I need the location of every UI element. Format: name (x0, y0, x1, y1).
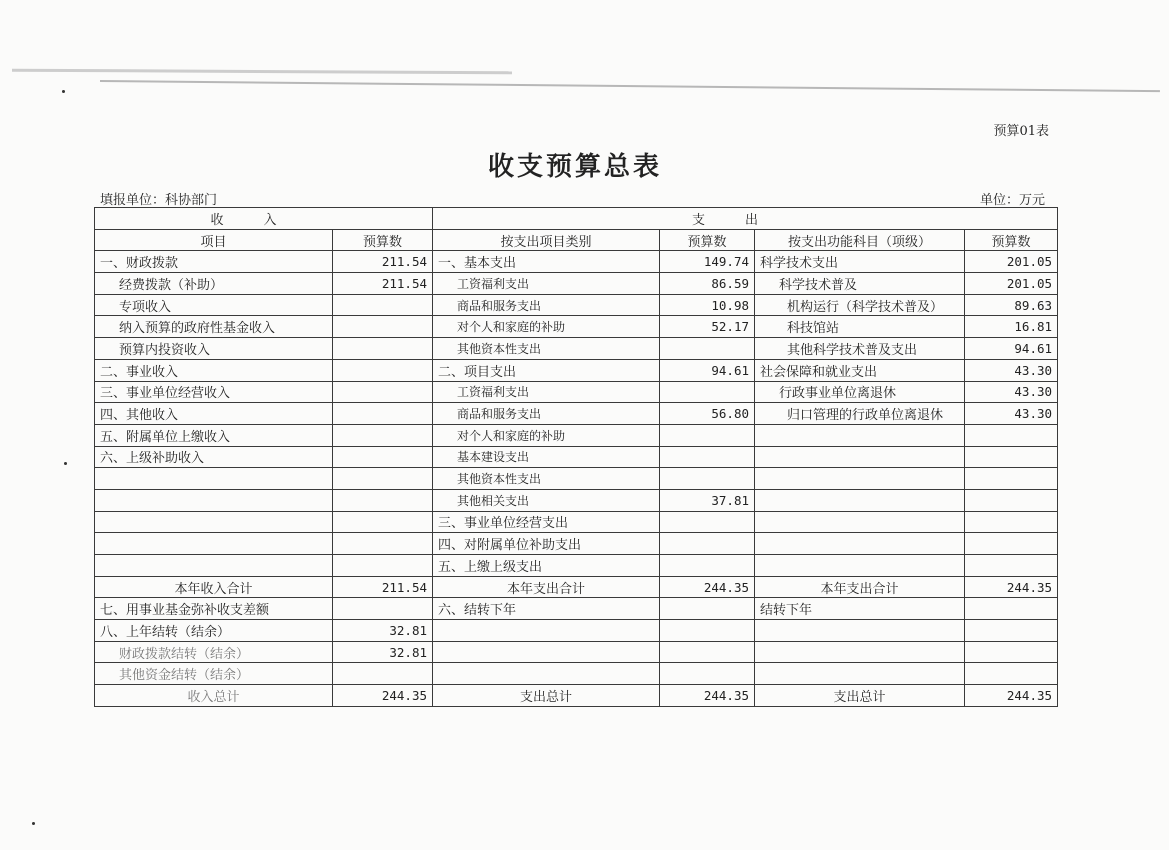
func-value-cell: 94.61 (965, 338, 1058, 360)
income-value-cell (333, 489, 433, 511)
func-value-cell (965, 424, 1058, 446)
table-subheader-row (95, 229, 1058, 251)
func-value-cell: 89.63 (965, 294, 1058, 316)
econ-item-cell (433, 663, 660, 685)
func-value-cell: 201.05 (965, 273, 1058, 295)
econ-value-cell (660, 511, 755, 533)
table-row (95, 251, 1058, 273)
scan-speck (32, 822, 35, 825)
income-value-cell: 211.54 (333, 251, 433, 273)
func-item-cell: 归口管理的行政单位离退休 (755, 403, 965, 425)
econ-value-cell: 10.98 (660, 294, 755, 316)
income-item-cell: 收入总计 (95, 685, 333, 707)
econ-item-cell: 其他相关支出 (433, 489, 660, 511)
func-item-cell (755, 489, 965, 511)
func-item-cell (755, 641, 965, 663)
table-row (95, 533, 1058, 555)
income-value-cell (333, 316, 433, 338)
econ-value-cell: 56.80 (660, 403, 755, 425)
func-value-cell: 43.30 (965, 381, 1058, 403)
func-item-cell: 其他科学技术普及支出 (755, 338, 965, 360)
func-value-cell (965, 598, 1058, 620)
income-item-cell (95, 533, 333, 555)
econ-item-cell: 工资福利支出 (433, 381, 660, 403)
income-item-cell: 二、事业收入 (95, 359, 333, 381)
econ-item-cell: 商品和服务支出 (433, 294, 660, 316)
func-value-cell (965, 641, 1058, 663)
income-item-cell: 八、上年结转（结余） (95, 620, 333, 642)
econ-value-cell (660, 555, 755, 577)
income-value-cell (333, 359, 433, 381)
func-value-cell (965, 555, 1058, 577)
func-value-cell (965, 468, 1058, 490)
table-row (95, 663, 1058, 685)
func-item-cell: 本年支出合计 (755, 576, 965, 598)
income-item-cell: 预算内投资收入 (95, 338, 333, 360)
income-item-cell (95, 511, 333, 533)
income-value-cell (333, 338, 433, 360)
econ-value-cell (660, 620, 755, 642)
income-value-cell: 211.54 (333, 273, 433, 295)
econ-value-cell (660, 468, 755, 490)
func-value-cell (965, 489, 1058, 511)
func-value-cell: 16.81 (965, 316, 1058, 338)
currency-unit: 单位：万元 (980, 193, 1046, 208)
income-value-cell: 32.81 (333, 620, 433, 642)
income-value-cell: 32.81 (333, 641, 433, 663)
col-budget-header: 预算数 (333, 229, 433, 251)
econ-value-cell: 149.74 (660, 251, 755, 273)
econ-value-cell (660, 641, 755, 663)
income-value-cell (333, 446, 433, 468)
income-value-cell: 244.35 (333, 685, 433, 707)
func-item-cell: 支出总计 (755, 685, 965, 707)
table-row (95, 403, 1058, 425)
econ-item-cell: 对个人和家庭的补助 (433, 316, 660, 338)
expense-header: 支出 (433, 208, 1058, 230)
econ-value-cell (660, 598, 755, 620)
econ-item-cell: 基本建设支出 (433, 446, 660, 468)
scan-artifact-line (100, 80, 1160, 92)
col-budget-header: 预算数 (965, 229, 1058, 251)
econ-item-cell: 二、项目支出 (433, 359, 660, 381)
econ-value-cell (660, 446, 755, 468)
income-value-cell (333, 598, 433, 620)
econ-value-cell: 52.17 (660, 316, 755, 338)
econ-value-cell: 94.61 (660, 359, 755, 381)
func-value-cell: 201.05 (965, 251, 1058, 273)
income-item-cell: 四、其他收入 (95, 403, 333, 425)
income-value-cell (333, 555, 433, 577)
func-item-cell: 社会保障和就业支出 (755, 359, 965, 381)
func-item-cell: 机构运行（科学技术普及） (755, 294, 965, 316)
table-row (95, 273, 1058, 295)
func-value-cell (965, 620, 1058, 642)
econ-value-cell (660, 533, 755, 555)
func-item-cell (755, 511, 965, 533)
income-item-cell (95, 555, 333, 577)
income-item-cell: 一、财政拨款 (95, 251, 333, 273)
econ-value-cell: 244.35 (660, 685, 755, 707)
table-row (95, 555, 1058, 577)
table-row (95, 685, 1058, 707)
func-value-cell (965, 446, 1058, 468)
income-value-cell (333, 294, 433, 316)
func-item-cell: 科技馆站 (755, 316, 965, 338)
income-value-cell (333, 663, 433, 685)
income-item-cell (95, 489, 333, 511)
scan-artifact-line (12, 69, 512, 75)
table-row (95, 338, 1058, 360)
scan-speck (64, 462, 67, 465)
econ-value-cell (660, 381, 755, 403)
income-item-cell: 其他资金结转（结余） (95, 663, 333, 685)
econ-item-cell: 四、对附属单位补助支出 (433, 533, 660, 555)
econ-item-cell: 六、结转下年 (433, 598, 660, 620)
income-item-cell: 经费拨款（补助） (95, 273, 333, 295)
econ-item-cell: 商品和服务支出 (433, 403, 660, 425)
income-item-cell: 七、用事业基金弥补收支差额 (95, 598, 333, 620)
table-row (95, 468, 1058, 490)
table-row (95, 489, 1058, 511)
income-item-cell: 专项收入 (95, 294, 333, 316)
table-row (95, 576, 1058, 598)
econ-value-cell (660, 338, 755, 360)
econ-value-cell: 37.81 (660, 489, 755, 511)
func-item-cell (755, 620, 965, 642)
income-item-cell: 纳入预算的政府性基金收入 (95, 316, 333, 338)
income-value-cell (333, 424, 433, 446)
func-value-cell: 244.35 (965, 576, 1058, 598)
func-value-cell: 244.35 (965, 685, 1058, 707)
income-value-cell (333, 403, 433, 425)
income-item-cell: 本年收入合计 (95, 576, 333, 598)
econ-item-cell: 工资福利支出 (433, 273, 660, 295)
budget-summary-table (94, 207, 1058, 707)
table-row (95, 620, 1058, 642)
income-value-cell (333, 511, 433, 533)
func-value-cell: 43.30 (965, 403, 1058, 425)
form-number: 预算01表 (993, 124, 1049, 139)
func-item-cell (755, 555, 965, 577)
table-row (95, 446, 1058, 468)
econ-value-cell (660, 424, 755, 446)
func-value-cell (965, 533, 1058, 555)
func-item-cell (755, 663, 965, 685)
income-header: 收入 (95, 208, 433, 230)
col-budget-header: 预算数 (660, 229, 755, 251)
income-value-cell (333, 468, 433, 490)
econ-item-cell: 一、基本支出 (433, 251, 660, 273)
econ-item-cell: 五、上缴上级支出 (433, 555, 660, 577)
econ-value-cell (660, 663, 755, 685)
table-row (95, 294, 1058, 316)
income-item-cell: 五、附属单位上缴收入 (95, 424, 333, 446)
econ-item-cell: 三、事业单位经营支出 (433, 511, 660, 533)
econ-item-cell: 本年支出合计 (433, 576, 660, 598)
table-row (95, 511, 1058, 533)
econ-item-cell: 其他资本性支出 (433, 338, 660, 360)
func-item-cell: 科学技术普及 (755, 273, 965, 295)
table-row (95, 598, 1058, 620)
func-item-cell: 行政事业单位离退休 (755, 381, 965, 403)
func-item-cell (755, 533, 965, 555)
func-item-cell (755, 424, 965, 446)
econ-item-cell: 支出总计 (433, 685, 660, 707)
table-row (95, 359, 1058, 381)
col-item-header: 项目 (95, 229, 333, 251)
econ-item-cell: 其他资本性支出 (433, 468, 660, 490)
filing-unit: 填报单位：科协部门 (100, 193, 218, 208)
econ-item-cell: 对个人和家庭的补助 (433, 424, 660, 446)
scan-speck (62, 90, 65, 93)
func-item-cell (755, 446, 965, 468)
col-func-header: 按支出功能科目（项级） (755, 229, 965, 251)
table-row (95, 381, 1058, 403)
table-row (95, 316, 1058, 338)
table-row (95, 424, 1058, 446)
income-value-cell (333, 533, 433, 555)
income-item-cell: 财政拨款结转（结余） (95, 641, 333, 663)
func-value-cell (965, 511, 1058, 533)
page-title: 收支预算总表 (487, 152, 662, 182)
table-row (95, 641, 1058, 663)
func-value-cell (965, 663, 1058, 685)
econ-value-cell: 86.59 (660, 273, 755, 295)
income-item-cell: 三、事业单位经营收入 (95, 381, 333, 403)
income-value-cell: 211.54 (333, 576, 433, 598)
econ-item-cell (433, 641, 660, 663)
income-item-cell (95, 468, 333, 490)
col-econ-header: 按支出项目类别 (433, 229, 660, 251)
income-item-cell: 六、上级补助收入 (95, 446, 333, 468)
func-item-cell (755, 468, 965, 490)
econ-item-cell (433, 620, 660, 642)
econ-value-cell: 244.35 (660, 576, 755, 598)
func-item-cell: 科学技术支出 (755, 251, 965, 273)
func-item-cell: 结转下年 (755, 598, 965, 620)
income-value-cell (333, 381, 433, 403)
func-value-cell: 43.30 (965, 359, 1058, 381)
table-header-row (95, 208, 1058, 230)
